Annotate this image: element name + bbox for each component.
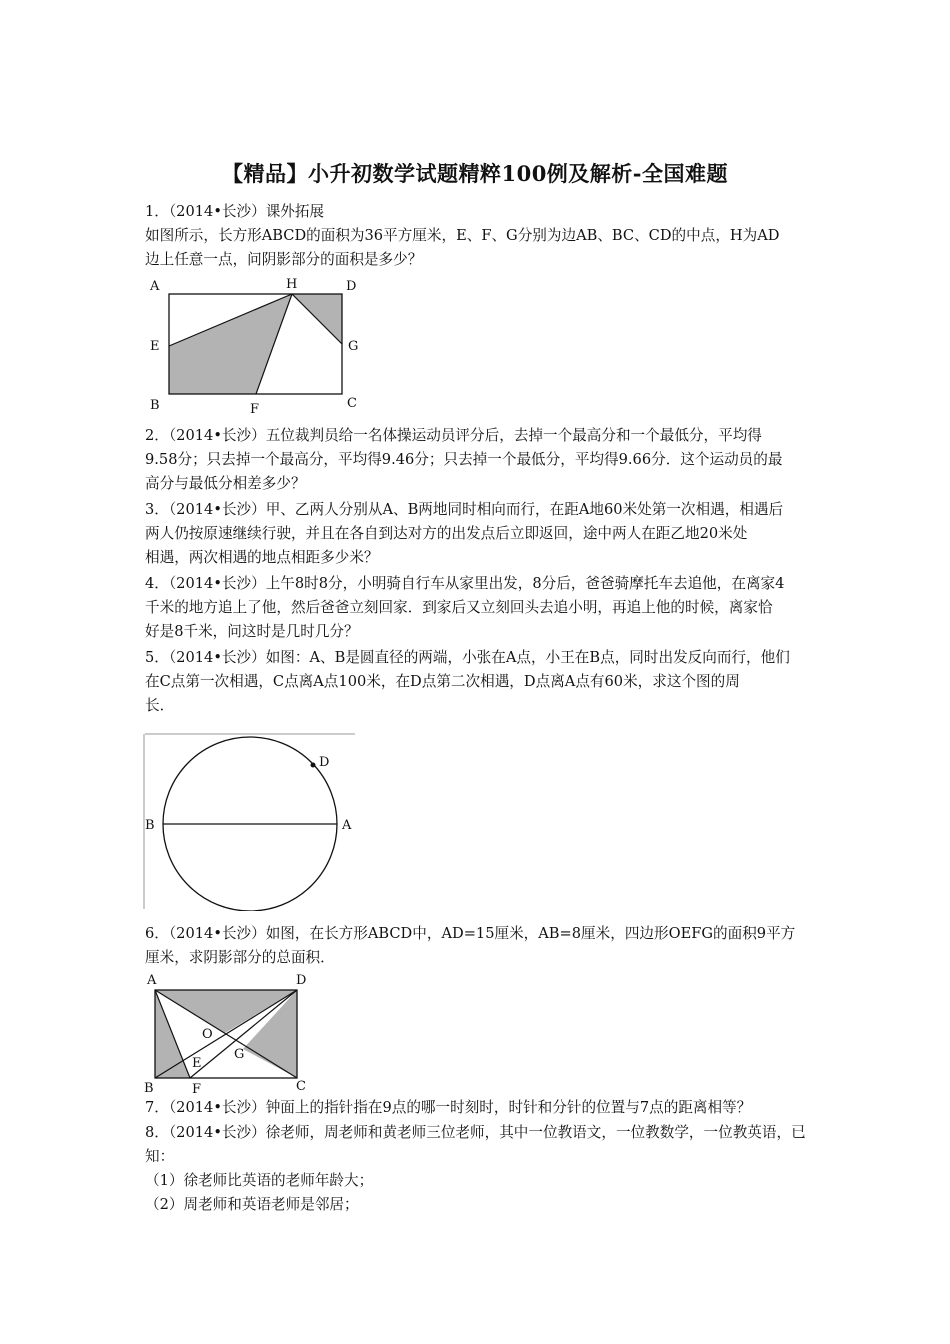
label-c: C: [347, 396, 357, 411]
label-d: D: [319, 755, 330, 770]
question-2-line: 9.58分；只去掉一个最高分，平均得9.46分；只去掉一个最低分，平均得9.66分．这个运动员的最: [145, 451, 783, 468]
question-6-line: 6．（2014•长沙）如图，在长方形ABCD中，AD=15厘米，AB=8厘米，四边形OEFG的面积9平方: [145, 925, 796, 942]
label-h: H: [286, 277, 298, 292]
question-5-line: 5．（2014•长沙）如图：A、B是圆直径的两端，小张在A点，小王在B点，同时出发反向而行，他们: [145, 649, 790, 666]
label-a: A: [342, 818, 352, 833]
question-5-line: 长．: [145, 697, 175, 714]
label-c: C: [296, 1079, 306, 1094]
question-8-condition: （2）周老师和英语老师是邻居；: [145, 1196, 359, 1213]
figure-1-rectangle: [140, 272, 370, 420]
label-o: O: [202, 1027, 213, 1042]
question-4-line: 4．（2014•长沙）上午8时8分，小明骑自行车从家里出发，8分后，爸爸骑摩托车去追他，在离家4: [145, 575, 785, 592]
question-1-line: 边上任意一点，问阴影部分的面积是多少？: [145, 251, 423, 268]
label-b: B: [150, 398, 160, 413]
question-4-line: 好是8千米，问这时是几时几分？: [145, 623, 359, 640]
question-1: [145, 200, 810, 272]
question-8-line: 8．（2014•长沙）徐老师，周老师和黄老师三位老师，其中一位教语文，一位教数学，一位教英语，已: [145, 1124, 806, 1141]
question-4: [145, 572, 810, 644]
question-8-line: 知：: [145, 1148, 175, 1165]
label-b: B: [145, 818, 155, 833]
label-g: G: [348, 339, 359, 354]
question-8: [145, 1121, 810, 1217]
question-2: [145, 424, 810, 496]
label-b: B: [144, 1081, 154, 1096]
label-f: F: [192, 1082, 202, 1096]
question-6-line: 厘米，求阴影部分的总面积．: [145, 949, 335, 966]
label-d: D: [296, 973, 307, 988]
question-1-line: 如图所示，长方形ABCD的面积为36平方厘米，E、F、G分别为边AB、BC、CD的中点，H为AD: [145, 227, 780, 244]
question-5: [145, 646, 810, 718]
question-7: [145, 1096, 810, 1120]
page-title: 【精品】小升初数学试题精粹100例及解析-全国难题: [221, 161, 729, 186]
question-8-condition: （1）徐老师比英语的老师年龄大；: [145, 1172, 374, 1189]
question-3-line: 相遇，两次相遇的地点相距多少米？: [145, 549, 379, 566]
question-3: [145, 498, 810, 570]
label-f: F: [250, 402, 260, 417]
label-a: A: [147, 973, 157, 988]
figure-6-rectangle: [140, 968, 320, 1096]
question-2-line: 2．（2014•长沙）五位裁判员给一名体操运动员评分后，去掉一个最高分和一个最低分，平均得: [145, 427, 762, 444]
question-5-line: 在C点第一次相遇，C点离A点100米，在D点第二次相遇，D点离A点有60米，求这个图的周: [145, 673, 740, 690]
point-d: [311, 763, 316, 768]
question-3-line: 两人仍按原速继续行驶，并且在各自到达对方的出发点后立即返回，途中两人在距乙地20米处: [145, 525, 748, 542]
label-d: D: [346, 279, 357, 294]
question-3-line: 3．（2014•长沙）甲、乙两人分别从A、B两地同时相向而行，在距A地60米处第一次相遇，相遇后: [145, 501, 784, 518]
figure-5-circle: [143, 733, 358, 911]
question-2-line: 高分与最低分相差多少？: [145, 475, 306, 492]
question-1-head: 1．（2014•长沙）课外拓展: [145, 203, 325, 220]
label-a: A: [150, 279, 160, 294]
question-4-line: 千米的地方追上了他，然后爸爸立刻回家．到家后又立刻回头去追小明，再追上他的时候，离家恰: [145, 599, 773, 616]
label-e: E: [192, 1056, 202, 1071]
label-g: G: [234, 1047, 245, 1062]
question-6: [145, 922, 810, 970]
label-e: E: [150, 339, 160, 354]
question-7-line: 7．（2014•长沙）钟面上的指针指在9点的哪一时刻时，时针和分针的位置与7点的距离相等？: [145, 1099, 752, 1116]
